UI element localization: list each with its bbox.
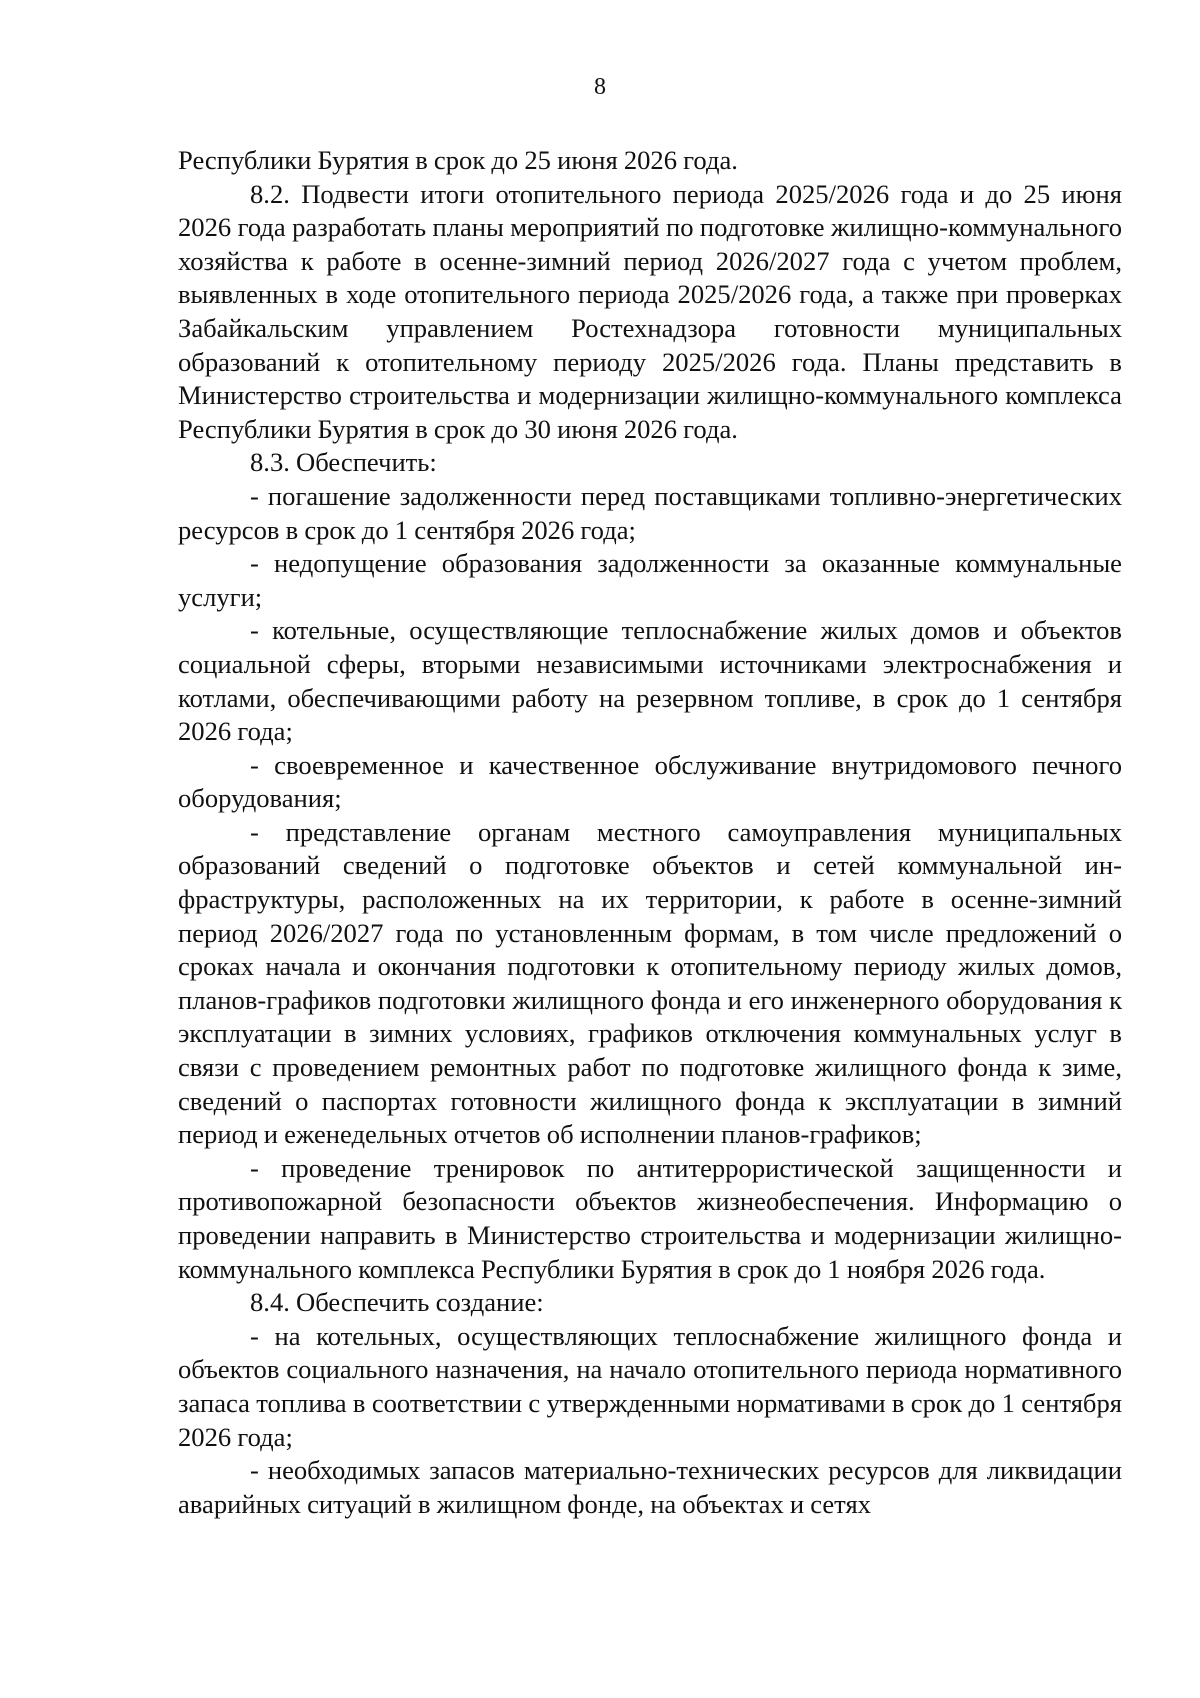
paragraph-8-2: 8.2. Подвести итоги отопительного периода 2025/2026 года и до 25 июня 2026 года разработать планы мероприятий по подготовке жилищно-коммунального хозяйства к работе в осенне-зимний период 2026/2027 года с учетом проблем, выявленных в ходе отопительного периода 2025/2026 года, а также при проверках Забайкальским управлением Ростехнадзора готовности муниципальных образований к отопительному периоду 2025/2026 года. Планы представить в Министерство строительства и модернизации жилищно-коммунального комплекса Республики Бурятия в срок до 30 июня 2026 года. <box>178 178 1122 444</box>
list-item-debt-prevention: - недопущение образования задолженности за оказанные коммунальные услуги; <box>178 548 1122 612</box>
paragraph-8-4-heading: 8.4. Обеспечить создание: <box>250 1287 544 1318</box>
list-item-boiler-power: - котельные, осуществляющие теплоснабжение жилых домов и объектов социальной сферы, вторыми независимыми источниками электроснабжения и котлами, обеспечивающими работу на резервном топливе, в срок до 1 сентября 2026 года; <box>178 615 1122 747</box>
list-item-material-reserves: - необходимых запасов материально-технических ресурсов для ликвидации аварийных ситуаций в жилищном фонде, на объектах и сетях <box>178 1455 1122 1519</box>
list-item-debt-repayment: - погашение задолженности перед поставщиками топливно-энергетических ресурсов в срок до 1 сентября 2026 года; <box>178 480 1122 545</box>
list-item-reporting: - представление органам местного самоуправления муниципальных образований сведений о подготовке объектов и сетей коммунальной инфраструктуры, расположенных на их территории, к работе в осенне-зимний период 2026/2027 года по установленным формам, в том числе предложений о сроках начала и окончания подготовки к отопительному периоду жилых домов, планов-графиков подготовки жилищного фонда и его инженерного оборудования к эксплуатации в зимних условиях, графиков отключения коммунальных услуг в связи с проведением ремонтных работ по подготовке жилищного фонда к зиме, сведений о паспортах готовности жилищного фонда к эксплуатации в зимний период и еженедельных отчетов об исполнении планов-графиков; <box>178 816 1122 1150</box>
paragraph-8-3-heading: 8.3. Обеспечить: <box>250 447 437 478</box>
list-item-trainings: - проведение тренировок по антитеррористической защищенности и противопожарной безопасности объектов жизнеобеспечения. Информацию о проведении направить в Министерство строительства и модернизации жилищно-коммунального комплекса Республики Бурятия в срок до 1 ноября 2026 года. <box>178 1152 1122 1284</box>
paragraph-continuation: Республики Бурятия в срок до 25 июня 2026 года. <box>178 145 738 175</box>
list-item-stove-maintenance: - своевременное и качественное обслуживание внутридомового печного оборудования; <box>178 749 1122 814</box>
page-number: 8 <box>594 74 606 100</box>
list-item-fuel-reserve: - на котельных, осуществляющих теплоснабжение жилищного фонда и объектов социального назначения, на начало отопительного периода нормативного запаса топлива в соответствии с утвержденными нормативами в срок до 1 сентября 2026 года; <box>178 1320 1122 1452</box>
document-body <box>178 144 1122 1521</box>
